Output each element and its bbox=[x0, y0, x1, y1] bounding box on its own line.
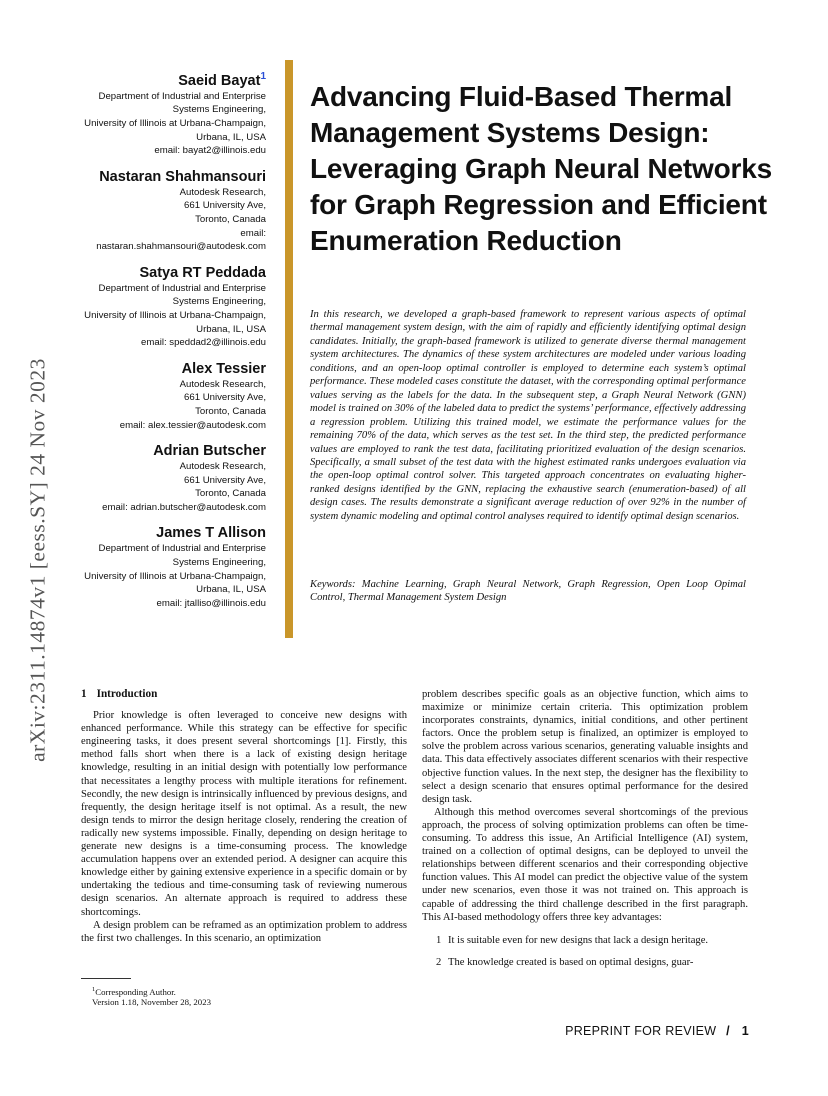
author-name bbox=[70, 361, 266, 378]
author-name-text: Alex Tessier bbox=[181, 360, 266, 377]
author-affiliation-line: Urbana, IL, USA bbox=[196, 323, 266, 335]
author-name-text: Satya RT Peddada bbox=[139, 264, 266, 281]
author-affiliation-line: Department of Industrial and Enterprise bbox=[98, 543, 266, 555]
list-item-text: It is suitable even for new designs that lack a design heritage. bbox=[448, 934, 709, 946]
author-affiliation-line: Systems Engineering, bbox=[172, 296, 266, 308]
paper-title: Advancing Fluid-Based Thermal Management Systems Design: Leveraging Graph Neural Networks for Graph Regression and Efficient Enumeration Reduction bbox=[310, 81, 772, 256]
author-affiliation-line: 661 University Ave, bbox=[184, 392, 266, 404]
intro-paragraph-4: Although this method overcomes several shortcomings of the previous approach, the process of solving optimization problems can often be time-consuming. To address this issue, An Artificial Intelligence (AI) system, trained on a collection of optimal designs, can be deployed to unveil the relationships between different scenarios and their corresponding objective function values. This AI model can predict the objective value of the system under new scenarios, even those it was not trained on. This approach is capable of addressing the third challenge described in the first paragraph. This AI-based methodology offers three key advantages: bbox=[422, 806, 748, 923]
intro-paragraph-2: A design problem can be reframed as an optimization problem to address the first two challenges. In this scenario, an optimization bbox=[81, 919, 407, 944]
author-entry bbox=[70, 525, 266, 610]
author-name-text: James T Allison bbox=[156, 525, 266, 542]
author-name-text: Saeid Bayat bbox=[178, 72, 261, 89]
author-affiliation-line: Department of Industrial and Enterprise bbox=[98, 90, 266, 102]
version-line: Version 1.18, November 28, 2023 bbox=[92, 997, 211, 1007]
title-accent-bar bbox=[285, 60, 293, 638]
author-name bbox=[70, 265, 266, 282]
intro-paragraph-3: problem describes specific goals as an objective function, which aims to maximize or minimize certain criteria. This optimization problem incorporates constraints, dynamics, initial conditions, and other pertinent factors. Once the problem setup is finalized, an optimizer is employed to solve the problem across various scenarios, generating valuable insights and data. This data effectively associates different scenarios with their respective objective function values. In the next step, the designer has the flexibility to select a design scenario that ensures optimal performance for the desired design task. bbox=[422, 689, 748, 805]
author-affiliation-line: Department of Industrial and Enterprise bbox=[98, 282, 266, 294]
author-affiliation-line: Autodesk Research, bbox=[179, 461, 266, 473]
abstract: In this research, we developed a graph-based framework to represent various aspects of optimal thermal management system design, with the aim of rapidly and efficiently identifying optimal design candidates. Initially, the graph-based framework is utilized to generate diverse thermal management system architectures. The dynamics of these system architectures are modeled under various loading conditions, and an open-loop optimal controller is employed to determine each system’s optimal performance. These modeled cases constitute the dataset, with the corresponding optimal performance values serving as the labels for the data. In the subsequent step, a Graph Neural Network (GNN) model is trained on 30% of the labeled data to predict the systems’ performance, effectively addressing a regression problem. Utilizing this trained model, we estimate the performance values for the remaining 70% of the data, which serves as the test set. In the third step, the predicted performance values are employed to rank the test data, facilitating prioritized evaluation of the design scenarios. Specifically, a small subset of the test data with the highest estimated ranks undergoes evaluation via the open-loop optimal control solver. This targeted approach concentrates on evaluating higher-ranked designs identified by the GNN, replacing the exhaustive search (enumeration-based) of all design cases. The results demonstrate a significant average reduction of over 92% in the number of system dynamic modeling and optimal control analyses required to identify optimal design scenarios. bbox=[310, 309, 746, 522]
author-email: email: speddad2@illinois.edu bbox=[141, 337, 266, 349]
author-name-text: Nastaran Shahmansouri bbox=[99, 168, 266, 185]
list-item bbox=[422, 934, 748, 947]
author-affiliation-line: Systems Engineering, bbox=[172, 104, 266, 116]
author-name bbox=[70, 68, 266, 90]
list-item bbox=[422, 956, 748, 969]
author-affiliation-line: 661 University Ave, bbox=[184, 200, 266, 212]
author-affiliation-line: University of Illinois at Urbana-Champaign, bbox=[84, 309, 266, 321]
author-affiliation-line: Autodesk Research, bbox=[179, 378, 266, 390]
footnote-mark: 1 bbox=[92, 986, 96, 993]
section-number: 1 bbox=[81, 688, 87, 700]
author-affiliation-line: Autodesk Research, bbox=[179, 186, 266, 198]
author-email: nastaran.shahmansouri@autodesk.com bbox=[96, 241, 266, 253]
author-affiliation-line: Urbana, IL, USA bbox=[196, 131, 266, 143]
author-entry bbox=[70, 169, 266, 254]
footnote-divider bbox=[81, 978, 131, 979]
arxiv-stamp-text: arXiv:2311.14874v1 [eess.SY] 24 Nov 2023 bbox=[25, 358, 50, 762]
intro-p1-text-b: . Firstly, this method falls short when there is a lack of existing design heritage knowledge, resulting in an initial design with potentially low performance that necessitates a lengthy process with multiple iterations for refinement. Secondly, the new design is intrinsically influenced by previous designs, and frequently, the design heritage itself is not optimal. As a result, the new design tends to mirror the design heritage closely, rendering the creation of radically new systems impossible. Finally, depending on design heritage to generate new designs is a time-consuming process. The knowledge accumulation happens over an extended period. A designer can acquire this knowledge either by gaining extensive experience in a specific domain or by undertaking the tedious and time-consuming task of reviewing numerous design scenarios. An alternate approach is required to address these shortcomings. bbox=[81, 736, 407, 918]
footer-separator: / bbox=[726, 1024, 730, 1038]
author-name bbox=[70, 443, 266, 460]
keywords: Keywords: Machine Learning, Graph Neural Network, Graph Regression, Open Loop Opimal Control, Thermal Management System Design bbox=[310, 579, 746, 604]
corresponding-author-mark: 1 bbox=[260, 71, 266, 82]
section-heading bbox=[81, 688, 407, 701]
left-column bbox=[81, 688, 407, 945]
list-item-number: 1 bbox=[436, 934, 442, 946]
author-entry bbox=[70, 443, 266, 514]
author-email: email: jtalliso@illinois.edu bbox=[156, 597, 266, 609]
author-affiliation-line: 661 University Ave, bbox=[184, 474, 266, 486]
intro-p1-text-a: Prior knowledge is often leveraged to conceive new designs with enhanced performance. While this strategy can be effective for specific engineering tasks, it does present several shortcomings bbox=[81, 710, 407, 748]
footer-label: PREPRINT FOR REVIEW bbox=[565, 1024, 717, 1038]
author-affiliation-line: Systems Engineering, bbox=[172, 557, 266, 569]
section-title: Introduction bbox=[96, 688, 158, 700]
author-email: email: adrian.butscher@autodesk.com bbox=[102, 501, 266, 513]
author-entry bbox=[70, 361, 266, 432]
author-affiliation-line: Toronto, Canada bbox=[195, 488, 266, 500]
right-column bbox=[422, 688, 748, 978]
author-affiliation-line: Urbana, IL, USA bbox=[196, 584, 266, 596]
author-name-text: Adrian Butscher bbox=[153, 443, 266, 460]
author-name bbox=[70, 525, 266, 542]
author-entry bbox=[70, 265, 266, 350]
author-entry bbox=[70, 68, 266, 158]
page-number: 1 bbox=[741, 1024, 749, 1038]
author-name bbox=[70, 169, 266, 186]
advantages-list bbox=[422, 934, 748, 969]
author-email: email: alex.tessier@autodesk.com bbox=[119, 419, 266, 431]
list-item-number: 2 bbox=[436, 956, 442, 968]
arxiv-identifier-stamp bbox=[0, 290, 64, 830]
author-affiliation-line: Toronto, Canada bbox=[195, 213, 266, 225]
footnote-text: Corresponding Author. bbox=[95, 986, 176, 997]
author-affiliation-line: University of Illinois at Urbana-Champaign, bbox=[84, 570, 266, 582]
citation-link[interactable]: [1] bbox=[336, 736, 349, 748]
author-block bbox=[70, 68, 266, 621]
running-footer bbox=[565, 1024, 749, 1038]
author-affiliation-line: email: bbox=[240, 227, 266, 239]
list-item-text: The knowledge created is based on optimal designs, guar- bbox=[448, 956, 694, 968]
author-affiliation-line: University of Illinois at Urbana-Champaign, bbox=[84, 118, 266, 130]
author-email: email: bayat2@illinois.edu bbox=[154, 145, 266, 157]
author-affiliation-line: Toronto, Canada bbox=[195, 405, 266, 417]
intro-paragraph-1 bbox=[81, 709, 407, 919]
